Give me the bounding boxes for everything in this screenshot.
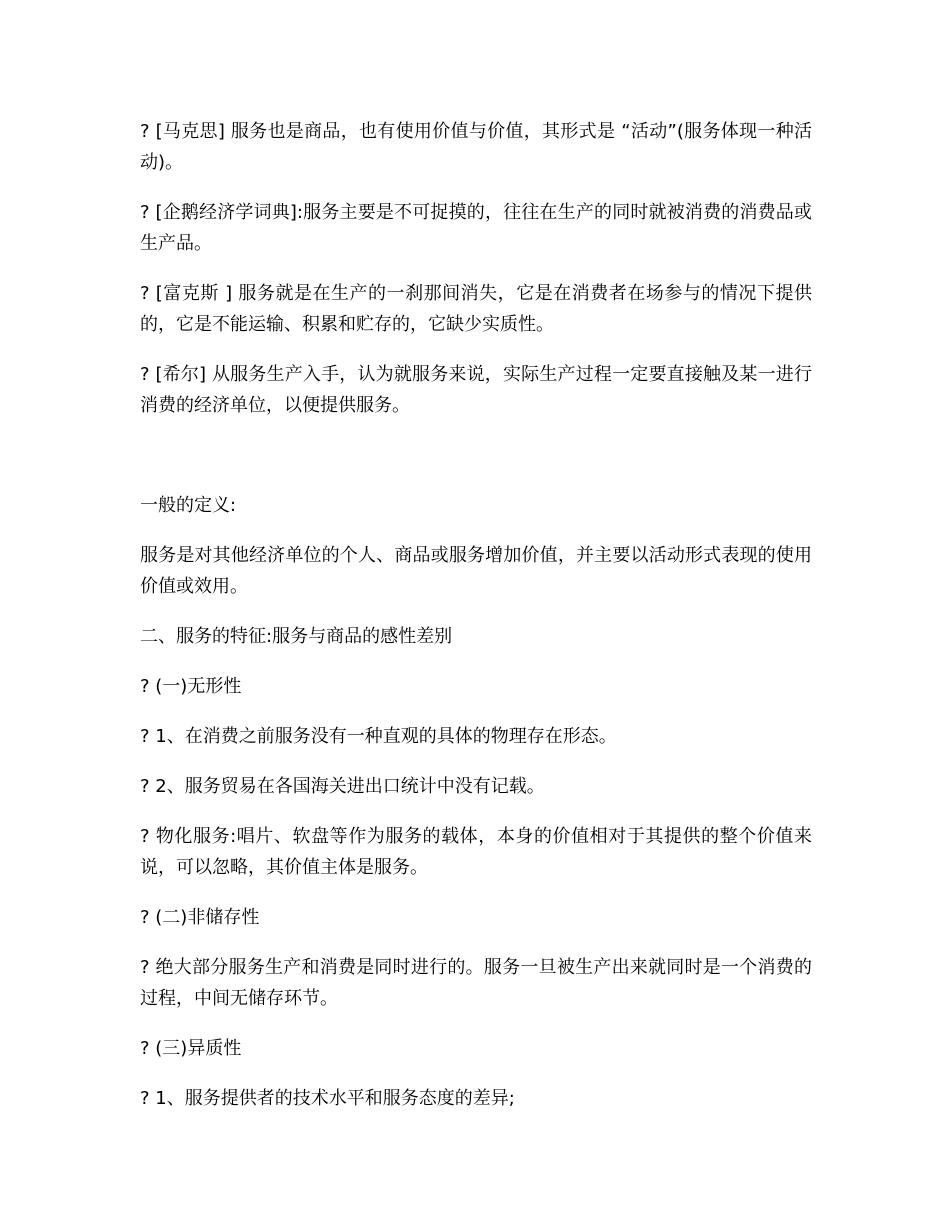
paragraph-general-definition-heading: 一般的定义: (140, 495, 237, 516)
paragraph-general-definition: 服务是对其他经济单位的个人、商品或服务增加价值，并主要以活动形式表现的使用价值或效用。 (140, 545, 812, 597)
paragraph-penguin-dictionary-definition: ? [企鹅经济学词典]:服务主要是不可捉摸的，往往在生产的同时就被消费的消费品或生产品。 (140, 202, 812, 254)
subheading-intangibility: ? (一)无形性 (140, 676, 242, 697)
section-spacer (140, 440, 812, 490)
paragraph-intangibility-point-1: ? 1、在消费之前服务没有一种直观的具体的物理存在形态。 (140, 726, 617, 747)
paragraph-materialized-service: ? 物化服务:唱片、软盘等作为服务的载体，本身的价值相对于其提供的整个价值来说，可以忽略，其价值主体是服务。 (140, 826, 812, 878)
paragraph-marx-definition: ? [马克思] 服务也是商品，也有使用价值与价值，其形式是 “活动”(服务体现一种活动)。 (140, 121, 812, 173)
section-heading-service-features: 二、服务的特征:服务与商品的感性差别 (140, 626, 453, 647)
subheading-non-storability: ? (二)非储存性 (140, 907, 260, 928)
paragraph-heterogeneity-point-1: ? 1、服务提供者的技术水平和服务态度的差异; (140, 1088, 515, 1109)
document-body (140, 116, 812, 1133)
paragraph-hill-definition: ? [希尔] 从服务生产入手，认为就服务来说，实际生产过程一定要直接触及某一进行消费的经济单位，以便提供服务。 (140, 364, 812, 416)
paragraph-non-storability: ? 绝大部分服务生产和消费是同时进行的。服务一旦被生产出来就同时是一个消费的过程，中间无储存环节。 (140, 957, 812, 1009)
paragraph-intangibility-point-2: ? 2、服务贸易在各国海关进出口统计中没有记载。 (140, 776, 545, 797)
subheading-heterogeneity: ? (三)异质性 (140, 1038, 242, 1059)
paragraph-fuchs-definition: ? [富克斯 ] 服务就是在生产的一刹那间消失，它是在消费者在场参与的情况下提供的，它是不能运输、积累和贮存的，它缺少实质性。 (140, 283, 812, 335)
